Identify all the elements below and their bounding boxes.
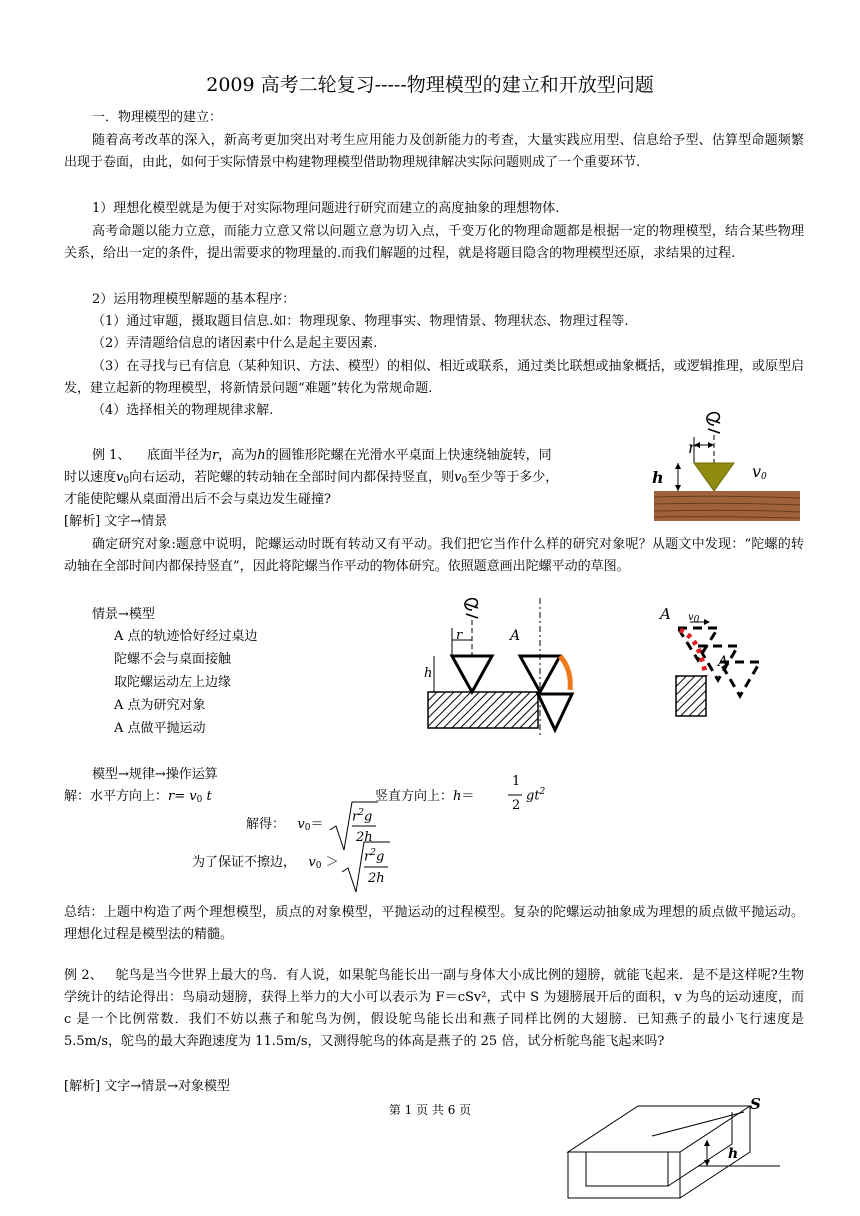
fraction-denominator: 2	[512, 798, 521, 813]
figure-v0-label: $v_0$	[752, 462, 767, 482]
figure-r-label: r	[688, 438, 696, 457]
figure-S-label: S	[750, 1095, 761, 1113]
example-2-text: 例 2、 鸵鸟是当今世界上最大的鸟．有人说，如果鸵鸟能长出一副与身体大小成比例的翅膀，就能飞起来．是不是这样呢?生物学统计的结论得出：鸟扇动翅膀，获得上举力的大小可以表示为 F＝cSv²，式中 S 为翅膀展开后的面积，v 为鸟的运动速度，而 c 是一个比例常数．我们不妨以燕子和鸵鸟为例，假设鸵鸟能长出和燕子同样比例的大翅膀．已知燕子的最小飞行速度是 5.5m/s，鸵鸟的最大奔跑速度为 11.5m/s，又测得鸵鸟的体高是燕子的 25 倍，试分析鸵鸟能飞起来吗?	[64, 968, 804, 1049]
intro-paragraph: 随着高考改革的深入，新高考更加突出对考生应用能力及创新能力的考查，大量实践应用型、信息给予型、估算型命题频繁出现于卷面，由此，如何于实际情景中构建物理模型借助物理规律解决实际问题则成了一个重要环节.	[64, 133, 804, 170]
trajectory-figure	[660, 600, 770, 720]
point-1-description: 高考命题以能力立意，而能力立意又常以问题立意为切入点，千变万化的物理命题都是根据一定的物理模型，结合某些物理关系，给出一定的条件，提出需要求的物理量的.而我们解题的过程，就是将题目隐含的物理模型还原，求结果的过程.	[64, 224, 804, 261]
edge-figure-h-label: h	[424, 666, 433, 681]
example-1-summary: 总结：上题中构造了两个理想模型，质点的对象模型，平抛运动的过程模型。复杂的陀螺运动抽象成为理想的质点做平抛运动。理想化过程是模型法的精髓。	[64, 905, 804, 942]
step-3: （3）在寻找与已有信息（某种知识、方法、模型）的相似、相近或联系，通过类比联想或抽象概括，或逻辑推理，或原型启发，建立起新的物理模型，将新情景问题“难题”转化为常规命题.	[64, 359, 804, 396]
example-1-analysis-text: 确定研究对象:题意中说明，陀螺运动时既有转动又有平动。我们把它当作什么样的研究对象呢？从题文中发现：“陀螺的转动轴在全部时间内都保持竖直”，因此将陀螺当作平动的物体研究。依照题意画出陀螺平动的草图。	[64, 537, 804, 574]
section-heading: 一．物理模型的建立：	[92, 110, 223, 125]
example-1-line-1: 例 1、 底面半径为r，高为h的圆锥形陀螺在光滑水平桌面上快速绕轴旋转，同	[92, 448, 552, 463]
example-2-analysis-heading: [解析] 文字→情景→对象模型	[64, 1079, 231, 1094]
solved-v0: 解得： $v_0=$	[246, 817, 324, 833]
scene-item: A 点做平抛运动	[114, 721, 206, 736]
step-4: （4）选择相关的物理规律求解.	[92, 403, 274, 418]
scene-item: A 点为研究对象	[114, 698, 206, 713]
figure-h-label-2: h	[728, 1146, 739, 1162]
trajectory-A-label: A	[660, 605, 671, 623]
sqrt-2-denominator: 2h	[368, 871, 385, 886]
solution-vertical: 竖直方向上：h＝	[375, 789, 475, 804]
scene-item: A 点的轨迹恰好经过桌边	[114, 629, 258, 644]
point-2: 2）运用物理模型解题的基本程序：	[92, 292, 296, 307]
example-1-line-3: 才能使陀螺从桌面滑出后不会与桌边发生碰撞?	[64, 492, 331, 507]
page-title: 2009 高考二轮复习-----物理模型的建立和开放型问题	[206, 74, 654, 96]
example-1-label: 例 1、	[92, 448, 131, 463]
example-1-analysis-heading: [解析] 文字→情景	[64, 514, 168, 529]
model-law-heading: 模型→规律→操作运算	[92, 767, 218, 782]
example-1-line-2: 时以速度$v_0$向右运动，若陀螺的转动轴在全部时间内都保持竖直，则$v_0$至少等于多少，	[64, 470, 559, 486]
point-1: 1）理想化模型就是为便于对实际物理问题进行研究而建立的高度抽象的理想物体.	[92, 201, 560, 216]
step-2: （2）弄清题给信息的诸因素中什么是起主要因素.	[92, 336, 378, 351]
figure-h-label: h	[652, 468, 664, 487]
fraction-numerator: 1	[512, 774, 521, 789]
sqrt-2-numerator: $r^2g$	[364, 848, 385, 865]
solution-horizontal: 解：水平方向上：$r= v_0$ t	[64, 789, 212, 805]
cone-edge-figure	[420, 598, 590, 743]
trajectory-A2-label: A	[718, 654, 729, 670]
guarantee-condition: 为了保证不擦边， $v_0$ ＞	[192, 855, 339, 871]
sqrt-1-denominator: 2h	[356, 830, 373, 845]
trajectory-v0-label: $v_0$	[688, 612, 700, 625]
step-1: （1）通过审题，摄取题目信息.如：物理现象、物理事实、物理情景、物理状态、物理过程等.	[92, 314, 629, 329]
scene-item: 陀螺不会与桌面接触	[114, 652, 232, 667]
edge-figure-A-label: A	[510, 628, 521, 644]
gt-squared: $gt^2$	[526, 787, 546, 804]
cone-top-figure	[650, 405, 800, 525]
page-footer: 第 1 页 共 6 页	[388, 1103, 472, 1117]
scene-model-heading: 情景→模型	[92, 607, 155, 622]
edge-figure-r-label: r	[456, 628, 463, 643]
sqrt-1-numerator: $r^2g$	[352, 808, 373, 825]
scene-item: 取陀螺运动左上边缘	[114, 675, 232, 690]
